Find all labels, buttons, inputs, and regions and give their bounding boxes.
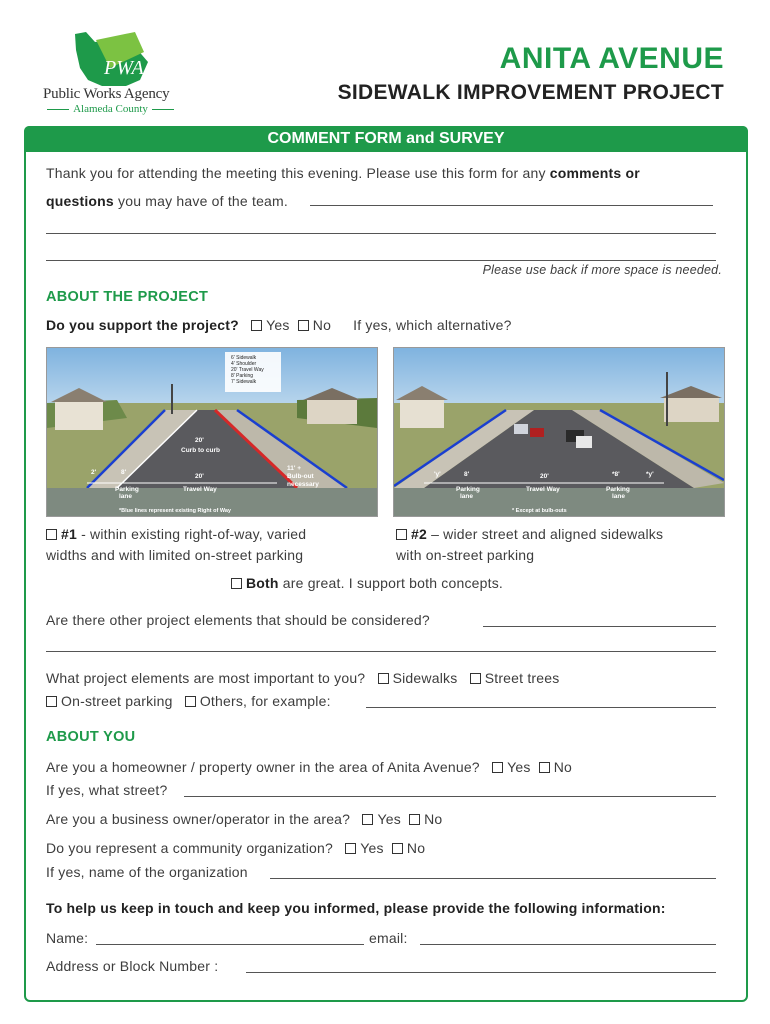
svg-text:'y': 'y' — [434, 471, 441, 478]
homeowner-no-checkbox[interactable] — [539, 762, 550, 773]
alt1-checkbox[interactable] — [46, 529, 57, 540]
contact-heading: To help us keep in touch and keep you informed, please provide the following information: — [46, 900, 666, 916]
svg-text:*Blue lines represent existing: *Blue lines represent existing Right of Way — [119, 508, 231, 514]
business-yes-checkbox[interactable] — [362, 814, 373, 825]
address-field[interactable] — [246, 972, 716, 973]
svg-text:Curb to curb: Curb to curb — [181, 447, 220, 454]
svg-text:Parking: Parking — [606, 486, 630, 493]
svg-text:Parking: Parking — [456, 486, 480, 493]
parking-checkbox[interactable] — [46, 696, 57, 707]
important-question: What project elements are most important to you? Sidewalks Street trees — [46, 670, 560, 686]
svg-text:8': 8' — [121, 469, 127, 476]
form-band: COMMENT FORM and SURVEY — [24, 126, 748, 152]
others-line[interactable] — [366, 707, 716, 708]
svg-text:20': 20' — [195, 437, 204, 444]
svg-text:lane: lane — [460, 493, 474, 500]
logo-mark: PWA — [104, 57, 144, 79]
street-line[interactable] — [184, 796, 716, 797]
sidewalks-checkbox[interactable] — [378, 673, 389, 684]
svg-text:11' +: 11' + — [287, 465, 302, 472]
both-checkbox[interactable] — [231, 578, 242, 589]
svg-text:20': 20' — [195, 473, 204, 480]
page-subtitle: SIDEWALK IMPROVEMENT PROJECT — [337, 81, 724, 104]
svg-text:*8': *8' — [612, 471, 620, 478]
name-field[interactable] — [96, 944, 364, 945]
email-label: email: — [369, 930, 408, 946]
svg-text:* Except at bulb-outs: * Except at bulb-outs — [512, 508, 567, 514]
svg-text:6' Sidewalk: 6' Sidewalk — [231, 355, 257, 361]
svg-text:lane: lane — [612, 493, 626, 500]
other-elements-line-2[interactable] — [46, 651, 716, 652]
name-label: Name: — [46, 930, 89, 946]
svg-text:Parking: Parking — [115, 486, 139, 493]
page-title: ANITA AVENUE — [499, 42, 724, 75]
agency-sub: Alameda County — [43, 103, 178, 115]
intro-line1: Thank you for attending the meeting this evening. Please use this form for any comments or — [46, 165, 640, 181]
others-checkbox[interactable] — [185, 696, 196, 707]
business-no-checkbox[interactable] — [409, 814, 420, 825]
street-trees-checkbox[interactable] — [470, 673, 481, 684]
org-no-checkbox[interactable] — [392, 843, 403, 854]
alternative-1-image — [46, 347, 378, 517]
support-yes-checkbox[interactable] — [251, 320, 262, 331]
svg-text:8': 8' — [464, 471, 470, 478]
svg-text:8' Parking: 8' Parking — [231, 373, 254, 379]
street-question: If yes, what street? — [46, 782, 168, 798]
org-question: Do you represent a community organization? Yes No — [46, 840, 426, 856]
svg-text:necessary: necessary — [287, 481, 319, 488]
important-options-2: On-street parking Others, for example: — [46, 693, 331, 709]
business-question: Are you a business owner/operator in the area? Yes No — [46, 811, 443, 827]
both-option: Both are great. I support both concepts. — [231, 575, 503, 591]
support-question: Do you support the project? Yes No If yes, which alternative? — [46, 317, 512, 333]
svg-text:20' Travel Way: 20' Travel Way — [231, 367, 264, 373]
space-note: Please use back if more space is needed. — [482, 263, 722, 277]
svg-text:lane: lane — [119, 493, 133, 500]
alt2-desc-line2: with on-street parking — [396, 547, 535, 563]
svg-text:20': 20' — [540, 473, 549, 480]
other-elements-question: Are there other project elements that should be considered? — [46, 612, 430, 628]
svg-text:Travel Way: Travel Way — [526, 486, 560, 493]
homeowner-yes-checkbox[interactable] — [492, 762, 503, 773]
svg-text:4' Shoulder: 4' Shoulder — [231, 361, 257, 367]
about-you-heading: ABOUT YOU — [46, 729, 136, 745]
alt1-desc-line2: widths and with limited on-street parking — [46, 547, 304, 563]
alt1-option: #1 - within existing right-of-way, varied — [46, 526, 306, 542]
comment-line-2[interactable] — [46, 233, 716, 234]
svg-text:2': 2' — [91, 469, 97, 476]
svg-text:Bulb-out: Bulb-out — [287, 473, 314, 480]
svg-text:7' Sidewalk: 7' Sidewalk — [231, 379, 257, 385]
org-yes-checkbox[interactable] — [345, 843, 356, 854]
other-elements-line[interactable] — [483, 626, 716, 627]
alt2-option: #2 – wider street and aligned sidewalks — [396, 526, 663, 542]
agency-name: Public Works Agency — [43, 86, 170, 102]
intro-line2: questions you may have of the team. — [46, 193, 288, 209]
email-field[interactable] — [420, 944, 716, 945]
support-no-checkbox[interactable] — [298, 320, 309, 331]
alt2-checkbox[interactable] — [396, 529, 407, 540]
about-project-heading: ABOUT THE PROJECT — [46, 289, 209, 305]
comment-line-3[interactable] — [46, 260, 716, 261]
org-name-line[interactable] — [270, 878, 716, 879]
org-name-question: If yes, name of the organization — [46, 864, 248, 880]
alternative-2-image — [393, 347, 725, 517]
svg-text:Travel Way: Travel Way — [183, 486, 217, 493]
homeowner-question: Are you a homeowner / property owner in the area of Anita Avenue? Yes No — [46, 759, 573, 775]
svg-text:*y': *y' — [646, 471, 654, 478]
address-label: Address or Block Number : — [46, 958, 219, 974]
comment-line-1[interactable] — [310, 205, 713, 206]
